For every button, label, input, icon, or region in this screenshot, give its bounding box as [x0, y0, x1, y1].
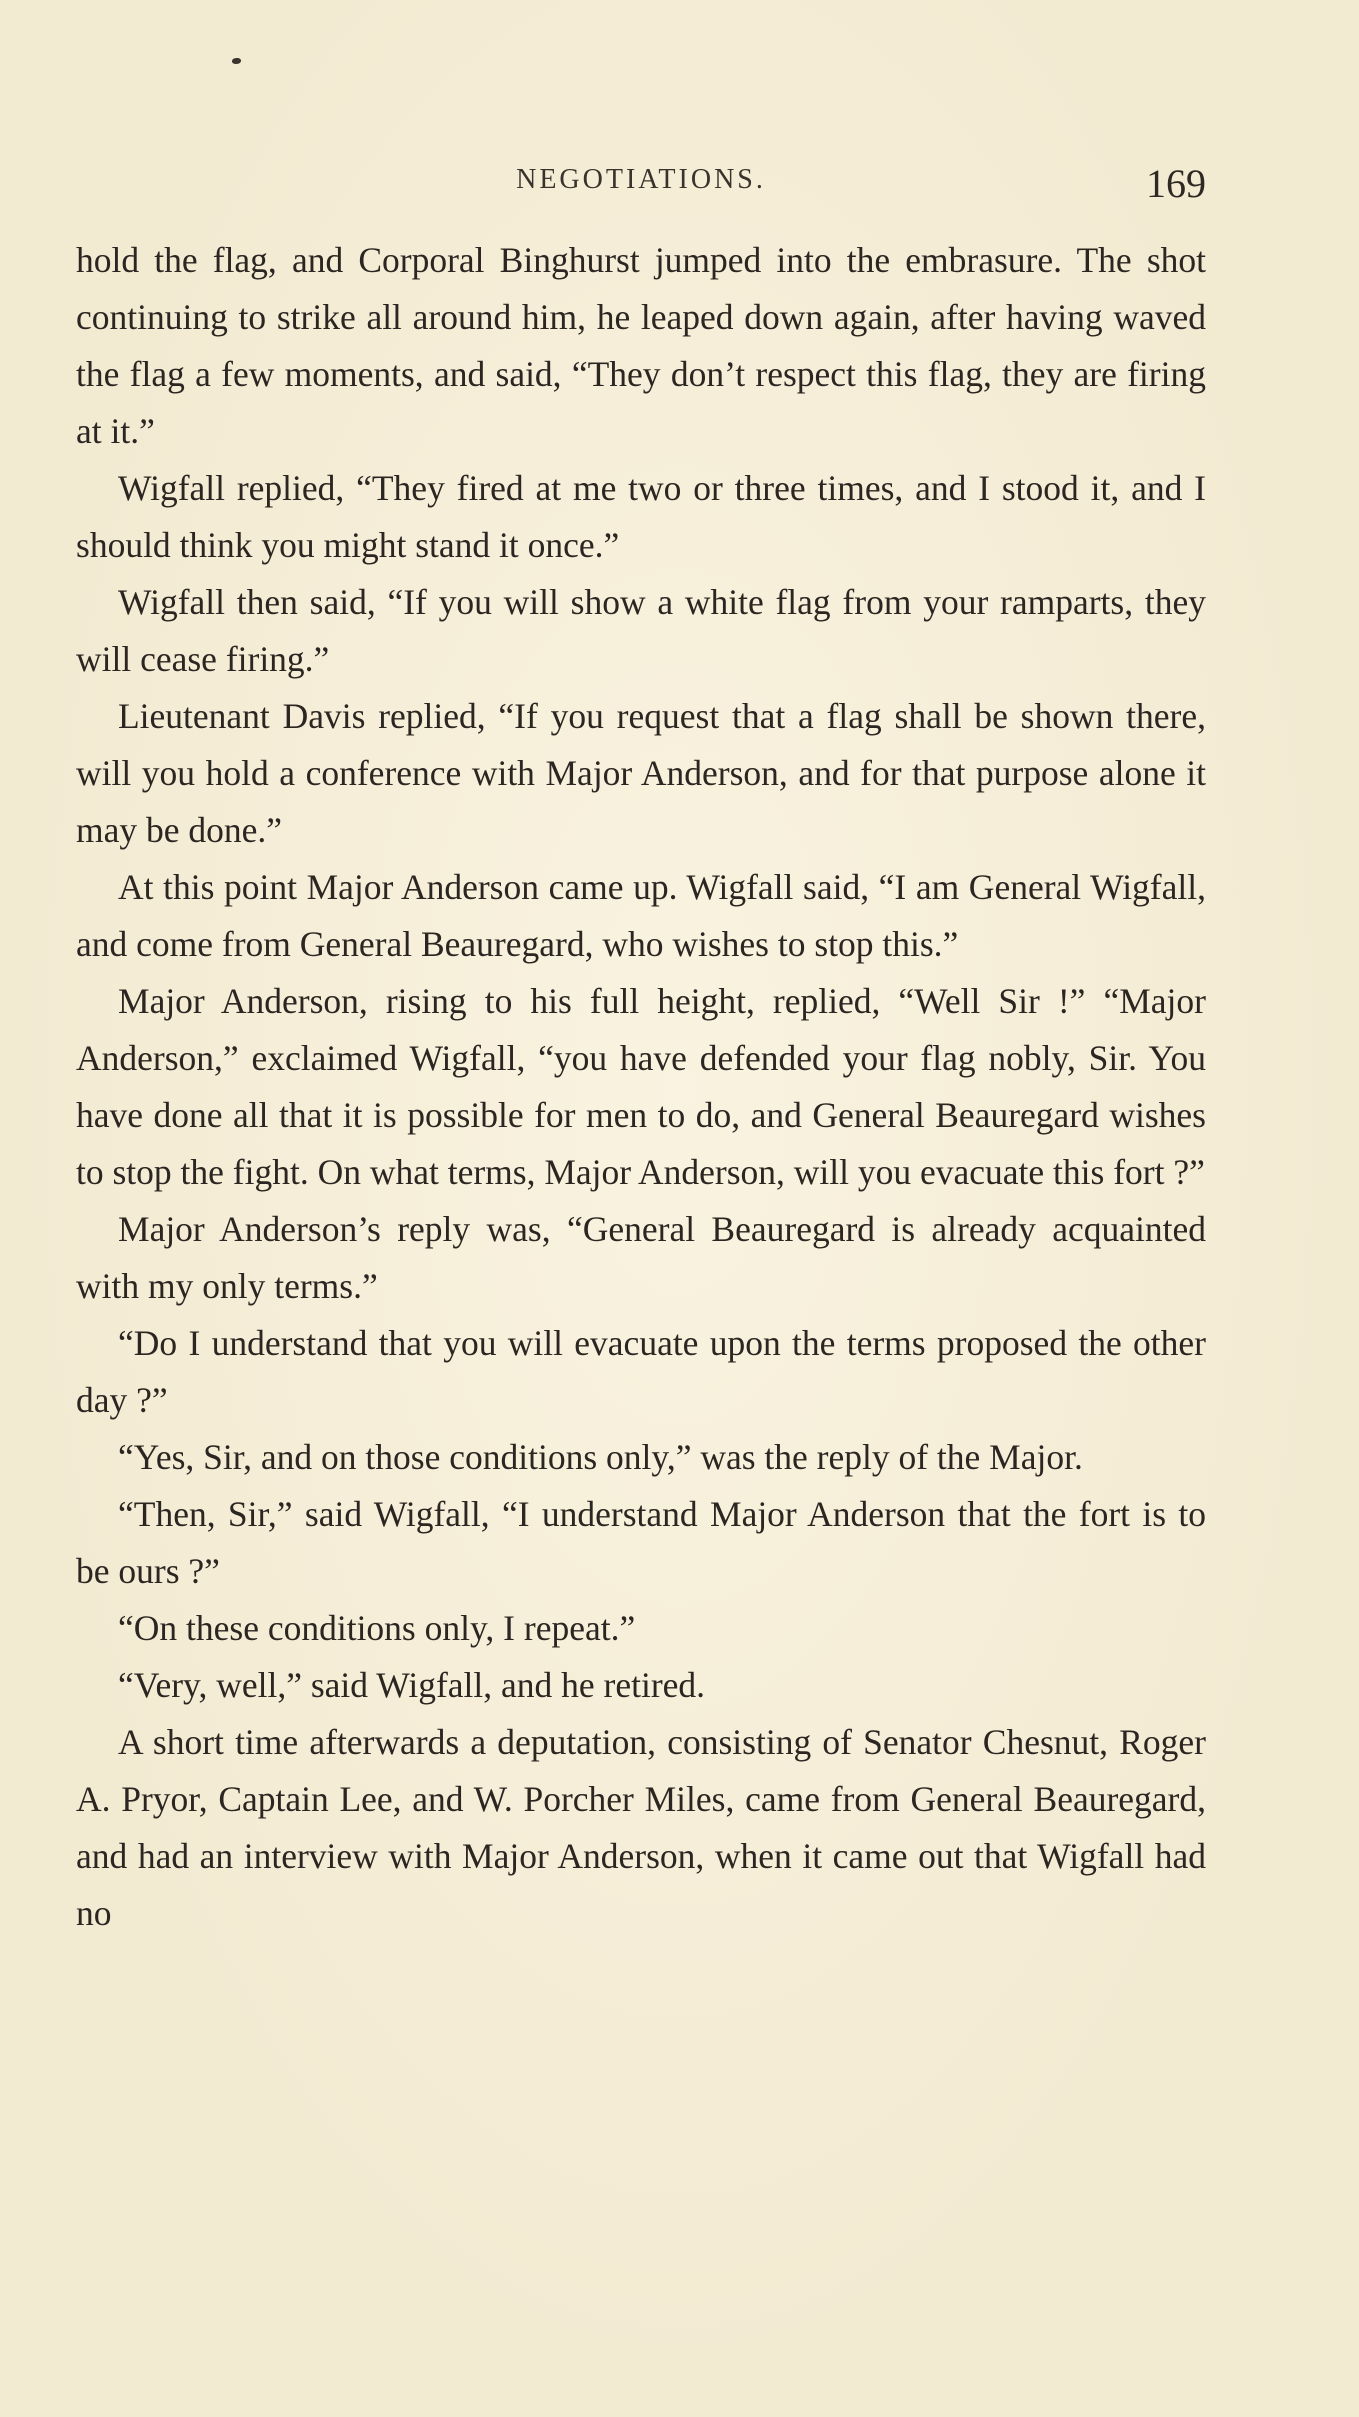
- paragraph: At this point Major Anderson came up. Wigfall said, “I am General Wigfall, and come from General Beauregard, who wishes to stop this.”: [76, 867, 1206, 964]
- page-header: [76, 160, 1206, 204]
- paragraph: Lieutenant Davis replied, “If you request that a flag shall be shown there, will you hold a conference with Major Anderson, and for that purpose alone it may be done.”: [76, 696, 1206, 850]
- ink-speck: [232, 58, 241, 64]
- paragraph: “Yes, Sir, and on those conditions only,” was the reply of the Major.: [118, 1437, 1083, 1477]
- page-number: 169: [1146, 161, 1206, 206]
- paragraph: “On these conditions only, I repeat.”: [118, 1608, 636, 1648]
- paragraph: “Then, Sir,” said Wigfall, “I understand Major Anderson that the fort is to be ours ?”: [76, 1494, 1206, 1591]
- paragraph: Wigfall then said, “If you will show a white flag from your ramparts, they will cease firing.”: [76, 582, 1206, 679]
- paragraph: Major Anderson’s reply was, “General Beauregard is already acquainted with my only terms.”: [76, 1209, 1206, 1306]
- paragraph: A short time afterwards a deputation, consisting of Senator Chesnut, Roger A. Pryor, Captain Lee, and W. Porcher Miles, came from General Beauregard, and had an interview with Major Anderson, when it came out that Wigfall had no: [76, 1722, 1206, 1933]
- paragraph: Major Anderson, rising to his full height, replied, “Well Sir !” “Major Anderson,” exclaimed Wigfall, “you have defended your flag nobly, Sir. You have done all that it is possible for men to do, and General Beauregard wishes to stop the fight. On what terms, Major Anderson, will you evacuate this fort ?”: [76, 981, 1206, 1192]
- paragraph: “Very, well,” said Wigfall, and he retired.: [118, 1665, 706, 1705]
- paragraph: Wigfall replied, “They fired at me two or three times, and I stood it, and I should think you might stand it once.”: [76, 468, 1206, 565]
- running-head: NEGOTIATIONS.: [516, 164, 766, 195]
- body-text: [76, 232, 1206, 1942]
- paragraph: “Do I understand that you will evacuate upon the terms proposed the other day ?”: [76, 1323, 1206, 1420]
- paragraph: hold the flag, and Corporal Binghurst jumped into the embrasure. The shot continuing to strike all around him, he leaped down again, after having waved the flag a few moments, and said, “They don’t respect this flag, they are firing at it.”: [76, 240, 1206, 451]
